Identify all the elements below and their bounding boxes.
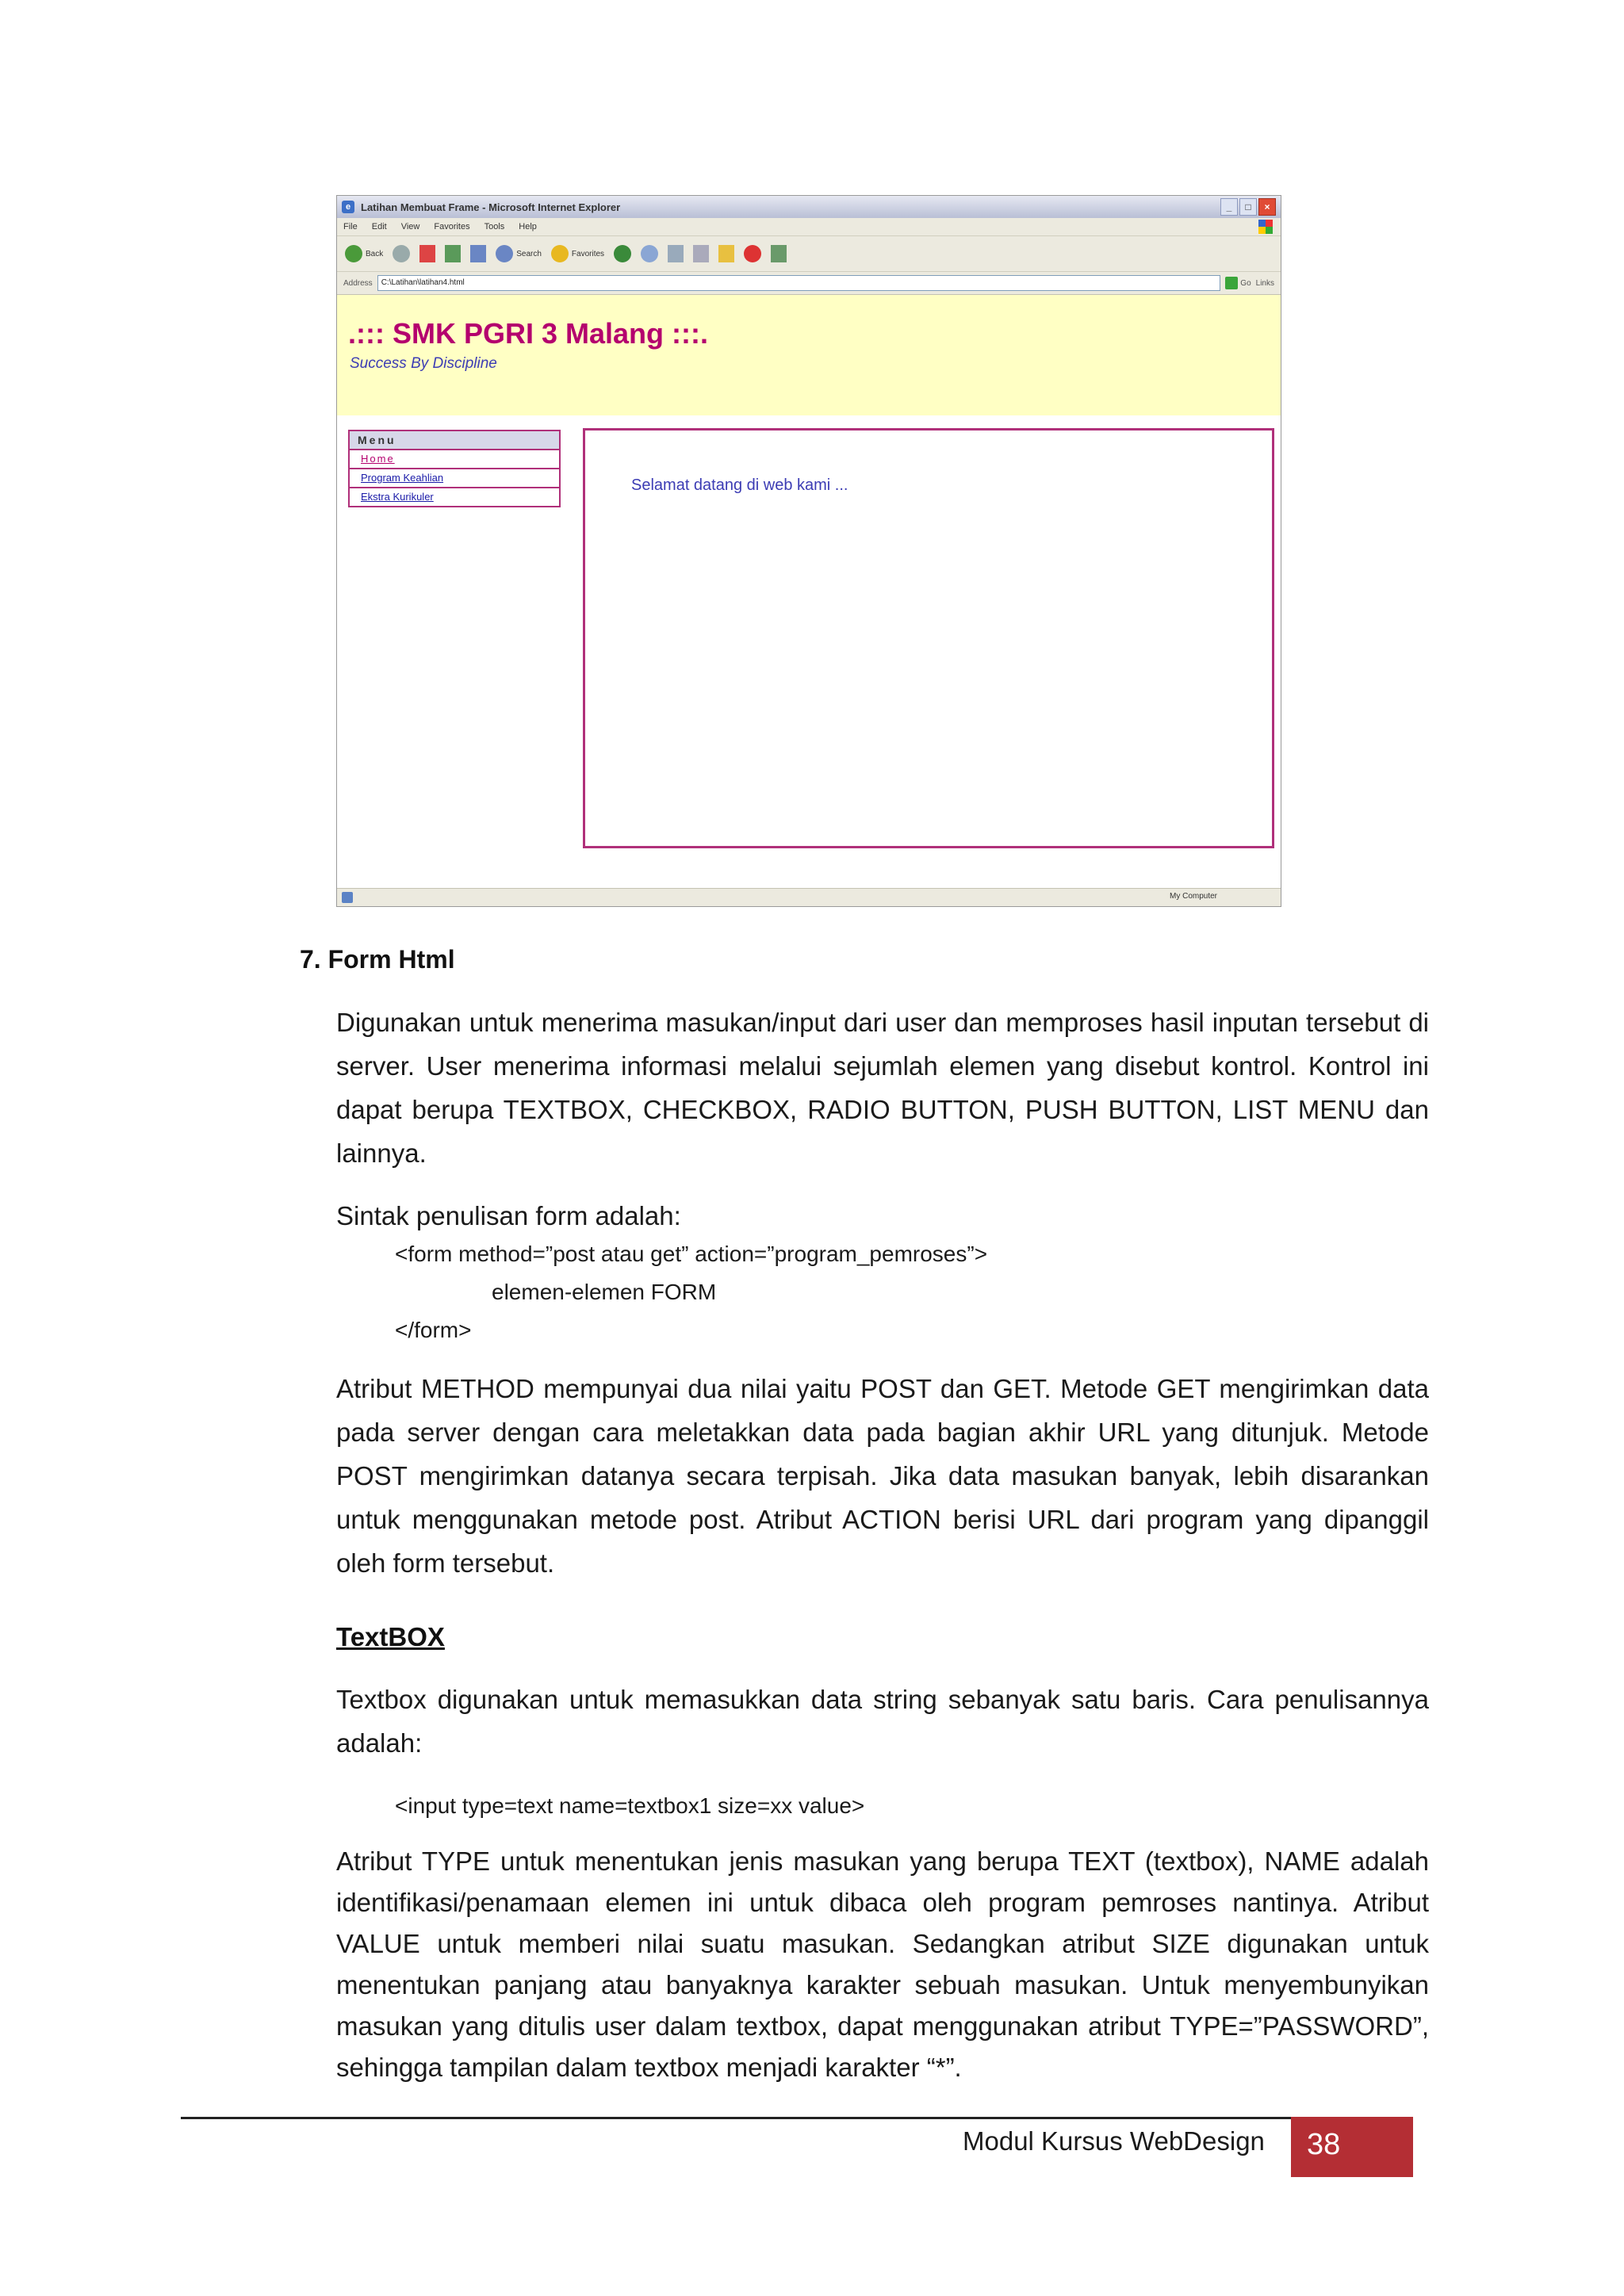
go-button[interactable]: Go xyxy=(1225,277,1251,289)
footer-module-title: Modul Kursus WebDesign xyxy=(963,2126,1265,2156)
method-paragraph: Atribut METHOD mempunyai dua nilai yaitu POST dan GET. Metode GET mengirimkan data pada server dengan cara meletakkan data pada bagian akhir URL yang ditunjuk. Metode POST mengirimkan datanya secara terpisah. Jika data masukan banyak, lebih disarankan untuk menggunakan metode post. Atribut ACTION berisi URL dari program yang dipanggil oleh form tersebut. xyxy=(336,1374,1429,1578)
section-heading: 7. Form Html xyxy=(300,945,455,974)
history-icon[interactable] xyxy=(614,245,631,262)
browser-menubar xyxy=(337,218,1281,236)
menu-favorites[interactable]: Favorites xyxy=(434,222,470,232)
mail-icon[interactable] xyxy=(641,245,658,262)
address-bar xyxy=(337,272,1281,295)
stop-icon[interactable] xyxy=(419,245,435,262)
messenger-icon[interactable] xyxy=(744,245,761,262)
ie-icon: e xyxy=(342,201,354,213)
site-slogan: Success By Discipline xyxy=(350,355,497,372)
menu-tools[interactable]: Tools xyxy=(484,222,505,232)
browser-toolbar xyxy=(337,236,1281,272)
menu-header: Menu xyxy=(350,431,559,450)
research-icon[interactable] xyxy=(771,245,787,262)
menu-link-home[interactable]: Home xyxy=(350,450,559,469)
address-label: Address xyxy=(343,278,373,288)
site-banner xyxy=(337,295,1281,415)
code-form-body: elemen-elemen FORM xyxy=(492,1280,717,1304)
textbox-heading: TextBOX xyxy=(336,1622,445,1651)
code-textbox: <input type=text name=textbox1 size=xx value> xyxy=(395,1793,865,1818)
page-number-badge xyxy=(1291,2117,1413,2177)
menu-link-program-keahlian[interactable]: Program Keahlian xyxy=(350,469,559,488)
star-icon xyxy=(551,245,569,262)
page-content xyxy=(337,295,1281,888)
address-input[interactable]: C:\Latihan\latihan4.html xyxy=(377,275,1221,291)
intro-paragraph: Digunakan untuk menerima masukan/input dari user dan memproses hasil inputan tersebut di server. User menerima informasi melalui sejumlah elemen yang disebut kontrol. Kontrol ini dapat berupa TEXTBOX, CHECKBOX, RADIO BUTTON, PUSH BUTTON, LIST MENU dan lainnya. xyxy=(336,1008,1429,1168)
folder-icon[interactable] xyxy=(718,245,734,262)
home-icon[interactable] xyxy=(470,245,486,262)
code-form-close: </form> xyxy=(395,1318,472,1342)
status-bar xyxy=(337,888,1281,906)
go-arrow-icon xyxy=(1225,277,1238,289)
footer-rule xyxy=(181,2117,1413,2119)
page-icon xyxy=(342,892,353,903)
browser-titlebar xyxy=(337,196,1281,218)
menu-file[interactable]: File xyxy=(343,222,358,232)
print-icon[interactable] xyxy=(668,245,684,262)
favorites-button[interactable]: Favorites xyxy=(551,245,604,262)
forward-arrow-icon[interactable] xyxy=(393,245,410,262)
refresh-icon[interactable] xyxy=(445,245,461,262)
windows-logo-icon xyxy=(1258,220,1273,234)
window-title: Latihan Membuat Frame - Microsoft Internet Explorer xyxy=(361,201,621,213)
minimize-icon[interactable]: _ xyxy=(1220,198,1238,216)
welcome-text: Selamat datang di web kami ... xyxy=(631,476,848,494)
search-button[interactable]: Search xyxy=(496,245,542,262)
edit-icon[interactable] xyxy=(693,245,709,262)
site-title: .::: SMK PGRI 3 Malang :::. xyxy=(348,317,708,350)
status-zone: My Computer xyxy=(1169,892,1217,901)
page-number: 38 xyxy=(1307,2128,1341,2161)
textbox-paragraph: Textbox digunakan untuk memasukkan data string sebanyak satu baris. Cara penulisannya adalah: xyxy=(336,1685,1429,1758)
browser-screenshot xyxy=(336,195,1281,907)
close-icon[interactable]: × xyxy=(1258,198,1276,216)
menu-help[interactable]: Help xyxy=(519,222,537,232)
links-label[interactable]: Links xyxy=(1255,278,1274,288)
syntax-intro: Sintak penulisan form adalah: xyxy=(336,1201,681,1230)
attribute-paragraph: Atribut TYPE untuk menentukan jenis masukan yang berupa TEXT (textbox), NAME adalah identifikasi/penamaan elemen ini untuk dibaca oleh program pemroses nantinya. Atribut VALUE untuk memberi nilai suatu masukan. Sedangkan atribut SIZE digunakan untuk menentukan panjang atau banyaknya karakter sebuah masukan. Untuk menyembunyikan masukan yang ditulis user dalam textbox, dapat menggunakan atribut TYPE=”PASSWORD”, sehingga tampilan dalam textbox menjadi karakter “*”. xyxy=(336,1846,1429,2082)
menu-link-ekstra-kurikuler[interactable]: Ekstra Kurikuler xyxy=(361,491,434,503)
back-arrow-icon xyxy=(345,245,362,262)
back-button[interactable]: Back xyxy=(345,245,383,262)
main-frame xyxy=(583,428,1274,848)
search-icon xyxy=(496,245,513,262)
menu-view[interactable]: View xyxy=(400,222,420,232)
code-form-open: <form method=”post atau get” action=”program_pemroses”> xyxy=(395,1242,988,1266)
maximize-icon[interactable]: □ xyxy=(1239,198,1257,216)
site-menu xyxy=(348,430,561,507)
menu-edit[interactable]: Edit xyxy=(371,222,387,232)
